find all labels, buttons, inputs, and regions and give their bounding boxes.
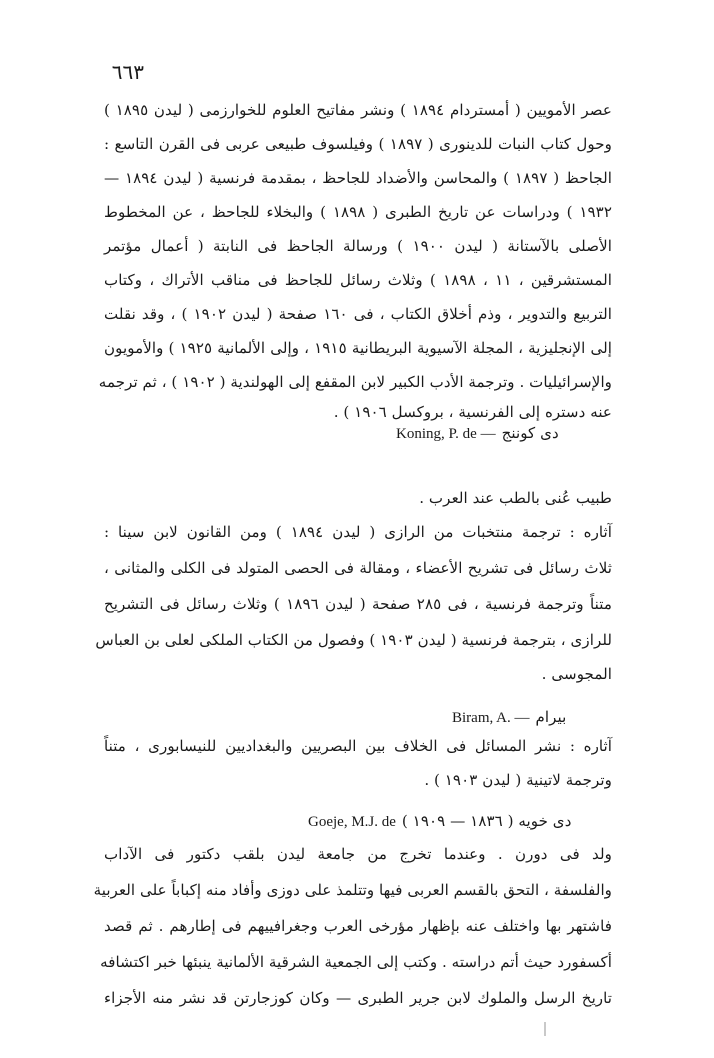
entry-arabic-name: بيرام bbox=[535, 708, 567, 726]
text-line: المستشرقين ، ١١ ، ١٨٩٨ ) وثلاث رسائل للجاحظ فى مناقب الأتراك ، وكتاب bbox=[104, 271, 612, 289]
text-line: المجوسى . bbox=[541, 665, 612, 683]
margin-mark bbox=[544, 1022, 546, 1036]
text-line: والإسرائيليات . وترجمة الأدب الكبير لابن المقفع إلى الهولندية ( ١٩٠٢ ) ، ثم ترجمه bbox=[98, 373, 612, 391]
text-line: التربيع والتدوير ، وذم أخلاق الكتاب ، فى ١٦٠ صفحة ( ليدن ١٩٠٢ ) ، وقد نقلت bbox=[104, 305, 612, 323]
text-line: طبيب عُنى بالطب عند العرب . bbox=[419, 489, 612, 507]
text-line: فاشتهر بها واختلف عنه بإظهار مؤرخى العرب وجغرافييهم فى إطارهم . ثم قصد bbox=[104, 917, 612, 935]
text-line: تاريخ الرسل والملوك لابن جرير الطبرى — وكان كوزجارتن قد نشر منه الأجزاء bbox=[104, 989, 612, 1007]
entry-latin-name: Biram, A. — bbox=[452, 710, 530, 726]
text-line: ١٩٣٢ ) ودراسات عن تاريخ الطبرى ( ١٨٩٨ ) والبخلاء للجاحظ ، عن المخطوط bbox=[104, 203, 612, 221]
entry-latin-name: Koning, P. de — bbox=[396, 426, 496, 442]
entry-heading-koning bbox=[396, 418, 559, 448]
page-number: ٦٦٣ bbox=[111, 60, 144, 84]
entry-heading-goeje bbox=[308, 806, 571, 836]
entry-latin-name: Goeje, M.J. de bbox=[308, 814, 396, 830]
text-line: للرازى ، بترجمة فرنسية ( ليدن ١٩٠٣ ) وفصول من الكتاب الملكى لعلى بن العباس bbox=[95, 631, 612, 649]
text-line: الأصلى بالآستانة ( ليدن ١٩٠٠ ) ورسالة الجاحظ فى النابتة ( أعمال مؤتمر bbox=[104, 237, 612, 255]
entry-heading-biram bbox=[452, 702, 566, 732]
text-line: وترجمة لاتينية ( ليدن ١٩٠٣ ) . bbox=[424, 771, 612, 789]
text-line: وحول كتاب النبات للدينورى ( ١٨٩٧ ) وفيلسوف طبيعى عربى فى القرن التاسع : bbox=[104, 135, 612, 153]
text-line: ولد فى دورن . وعندما تخرج من جامعة ليدن بلقب دكتور فى الآداب bbox=[104, 845, 612, 863]
text-line: آثاره : نشر المسائل فى الخلاف بين البصريين والبغداديين للنيسابورى ، متناً bbox=[104, 737, 612, 755]
text-line: والفلسفة ، التحق بالقسم العربى فيها وتتلمذ على دوزى وأفاد منه إكباباً على العربية bbox=[93, 881, 612, 899]
text-line: الجاحظ ( ١٨٩٧ ) والمحاسن والأضداد للجاحظ ، بمقدمة فرنسية ( ليدن ١٨٩٤ — bbox=[104, 169, 612, 187]
text-line: أكسفورد حيث أتم دراسته . وكتب إلى الجمعية الشرقية الألمانية ينبئها خبر اكتشافه bbox=[100, 953, 612, 971]
text-line: آثاره : ترجمة منتخبات من الرازى ( ليدن ١٨٩٤ ) ومن القانون لابن سينا : bbox=[104, 523, 613, 541]
entry-arabic-name: دى كوننج bbox=[501, 424, 559, 442]
text-line: إلى الإنجليزية ، المجلة الآسيوية البريطانية ١٩١٥ ، وإلى الألمانية ١٩٢٥ ) والأمويون bbox=[104, 339, 612, 357]
text-line: متناً وترجمة فرنسية ، فى ٢٨٥ صفحة ( ليدن ١٨٩٦ ) وثلاث رسائل فى التشريح bbox=[104, 595, 612, 613]
text-line: ثلاث رسائل فى تشريح الأعضاء ، ومقالة فى الحصى المتولد فى الكلى والمثانى ، bbox=[104, 559, 612, 577]
text-line: عصر الأمويين ( أمستردام ١٨٩٤ ) ونشر مفاتيح العلوم للخوارزمى ( ليدن ١٨٩٥ ) bbox=[104, 101, 612, 119]
text-line: عنه دستره إلى الفرنسية ، بروكسل ١٩٠٦ ) . bbox=[333, 403, 612, 421]
entry-arabic-name: دى خويه ( ١٨٣٦ — ١٩٠٩ ) bbox=[401, 812, 572, 830]
